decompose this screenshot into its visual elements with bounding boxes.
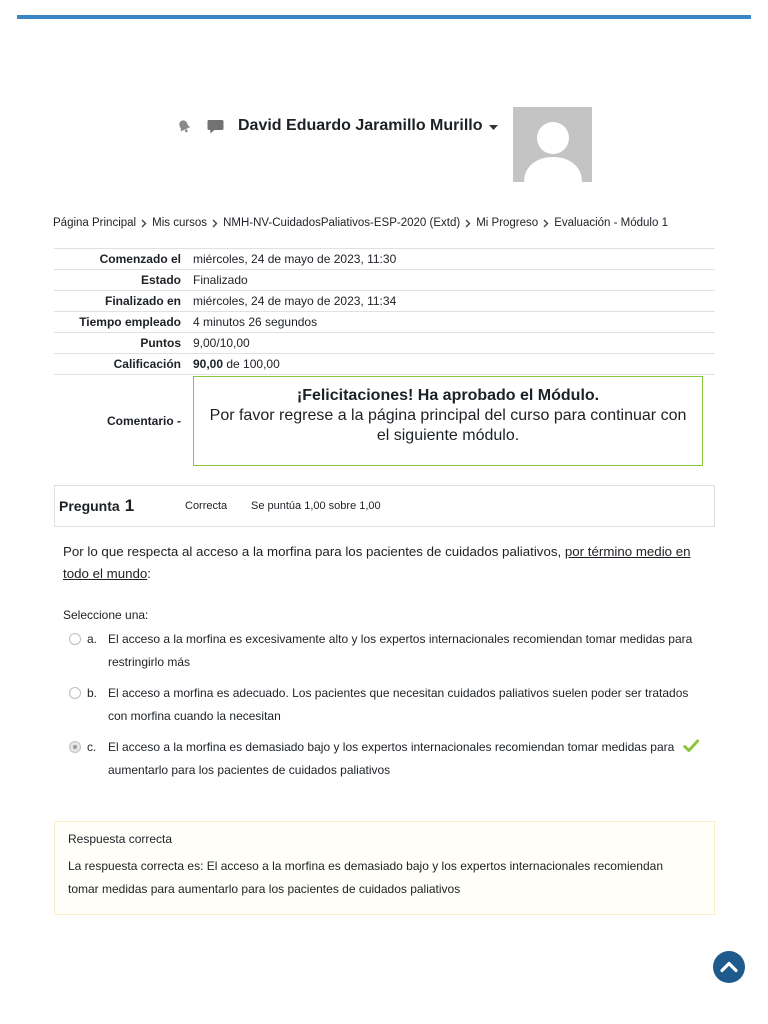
- user-menu[interactable]: [238, 116, 498, 135]
- answer-option-a[interactable]: [69, 628, 709, 674]
- feedback-box: [54, 821, 715, 915]
- option-a-radio[interactable]: [69, 633, 81, 645]
- summary-row-started: [54, 248, 715, 269]
- question-grade: Se puntúa 1,00 sobre 1,00: [251, 500, 381, 512]
- summary-label: Comentario -: [106, 414, 181, 428]
- question-info-box: [54, 485, 715, 527]
- breadcrumb: [53, 215, 668, 231]
- summary-row-finished: [54, 290, 715, 311]
- summary-value: Finalizado: [193, 273, 248, 287]
- summary-label: Puntos: [140, 336, 181, 350]
- question-text-part: :: [147, 566, 151, 581]
- breadcrumb-item-my-courses[interactable]: Mis cursos: [152, 217, 208, 229]
- user-avatar[interactable]: [513, 107, 592, 182]
- question-text: [63, 541, 708, 585]
- summary-row-grade: [54, 353, 715, 374]
- option-letter: b.: [87, 686, 98, 700]
- correct-answer-text: La respuesta correcta es: El acceso a la morfina es demasiado bajo y los expertos internacionales recomiendan tomar medidas para aumentarlo para los pacientes de cuidados paliativos: [68, 859, 663, 896]
- bell-icon[interactable]: [176, 118, 192, 134]
- summary-row-comment: [54, 374, 715, 467]
- chevron-right-icon: [212, 219, 218, 228]
- comment-body: Por favor regrese a la página principal del curso para continuar con el siguiente módulo.: [209, 407, 687, 444]
- chat-icon[interactable]: [207, 119, 224, 134]
- breadcrumb-item-quiz[interactable]: Evaluación - Módulo 1: [554, 217, 668, 229]
- summary-value: 4 minutos 26 segundos: [193, 315, 318, 329]
- chevron-right-icon: [465, 219, 471, 228]
- question-text-emphasis: por término medio en todo el mundo: [63, 544, 691, 581]
- caret-down-icon[interactable]: [489, 125, 498, 130]
- grade-max: de 100,00: [226, 357, 280, 371]
- option-text: El acceso a la morfina es demasiado bajo y los expertos internacionales recomiendan tomar medidas para aumentarlo para los pacientes de cuidados paliativos: [108, 740, 675, 777]
- summary-row-state: [54, 269, 715, 290]
- back-to-top-button[interactable]: [712, 950, 746, 984]
- summary-value: 9,00/10,00: [193, 336, 250, 350]
- summary-label: Calificación: [113, 357, 181, 371]
- check-icon: [683, 739, 699, 753]
- option-b-radio[interactable]: [69, 687, 81, 699]
- comment-title: ¡Felicitaciones! Ha aprobado el Módulo.: [296, 387, 600, 404]
- question-title: [59, 496, 134, 517]
- attempt-summary-table: [54, 248, 715, 467]
- summary-value: miércoles, 24 de mayo de 2023, 11:34: [193, 294, 397, 308]
- summary-value: [187, 354, 280, 374]
- chevron-right-icon: [543, 219, 549, 228]
- question-state: Correcta: [185, 500, 228, 512]
- feedback-comment-box: [193, 376, 703, 466]
- answer-option-b[interactable]: [69, 682, 709, 728]
- question-text-part: Por lo que respecta al acceso a la morfina para los pacientes de cuidados paliativos,: [63, 544, 565, 559]
- breadcrumb-item-course[interactable]: NMH-NV-CuidadosPaliativos-ESP-2020 (Extd): [223, 217, 461, 229]
- summary-label: Estado: [140, 273, 181, 287]
- breadcrumb-item-home[interactable]: Página Principal: [53, 217, 137, 229]
- top-accent-bar: [17, 15, 751, 19]
- breadcrumb-item-progress[interactable]: Mi Progreso: [476, 217, 539, 229]
- summary-value: miércoles, 24 de mayo de 2023, 11:30: [193, 252, 397, 266]
- feedback-title: Respuesta correcta: [68, 832, 173, 846]
- chevron-right-icon: [141, 219, 147, 228]
- answer-option-c[interactable]: [69, 736, 709, 782]
- answer-prompt: Seleccione una:: [63, 608, 149, 622]
- summary-row-marks: [54, 332, 715, 353]
- summary-value: [187, 376, 703, 466]
- summary-label: Finalizado en: [104, 294, 181, 308]
- option-letter: a.: [87, 632, 98, 646]
- question-number: 1: [124, 496, 135, 515]
- summary-row-time-taken: [54, 311, 715, 332]
- option-c-radio[interactable]: [69, 741, 81, 753]
- option-letter: c.: [87, 740, 97, 754]
- option-text: El acceso a la morfina es excesivamente alto y los expertos internacionales recomiendan tomar medidas para restringirlo más: [108, 632, 693, 669]
- grade-value: 90,00: [193, 357, 224, 371]
- summary-label: Comenzado el: [99, 252, 181, 266]
- question-label: Pregunta: [59, 498, 120, 514]
- chevron-up-icon[interactable]: [712, 950, 746, 984]
- summary-label: Tiempo empleado: [79, 315, 181, 329]
- option-text: El acceso a morfina es adecuado. Los pacientes que necesitan cuidados paliativos suelen poder ser tratados con morfina cuando la necesitan: [108, 686, 689, 723]
- user-name[interactable]: David Eduardo Jaramillo Murillo: [238, 117, 483, 134]
